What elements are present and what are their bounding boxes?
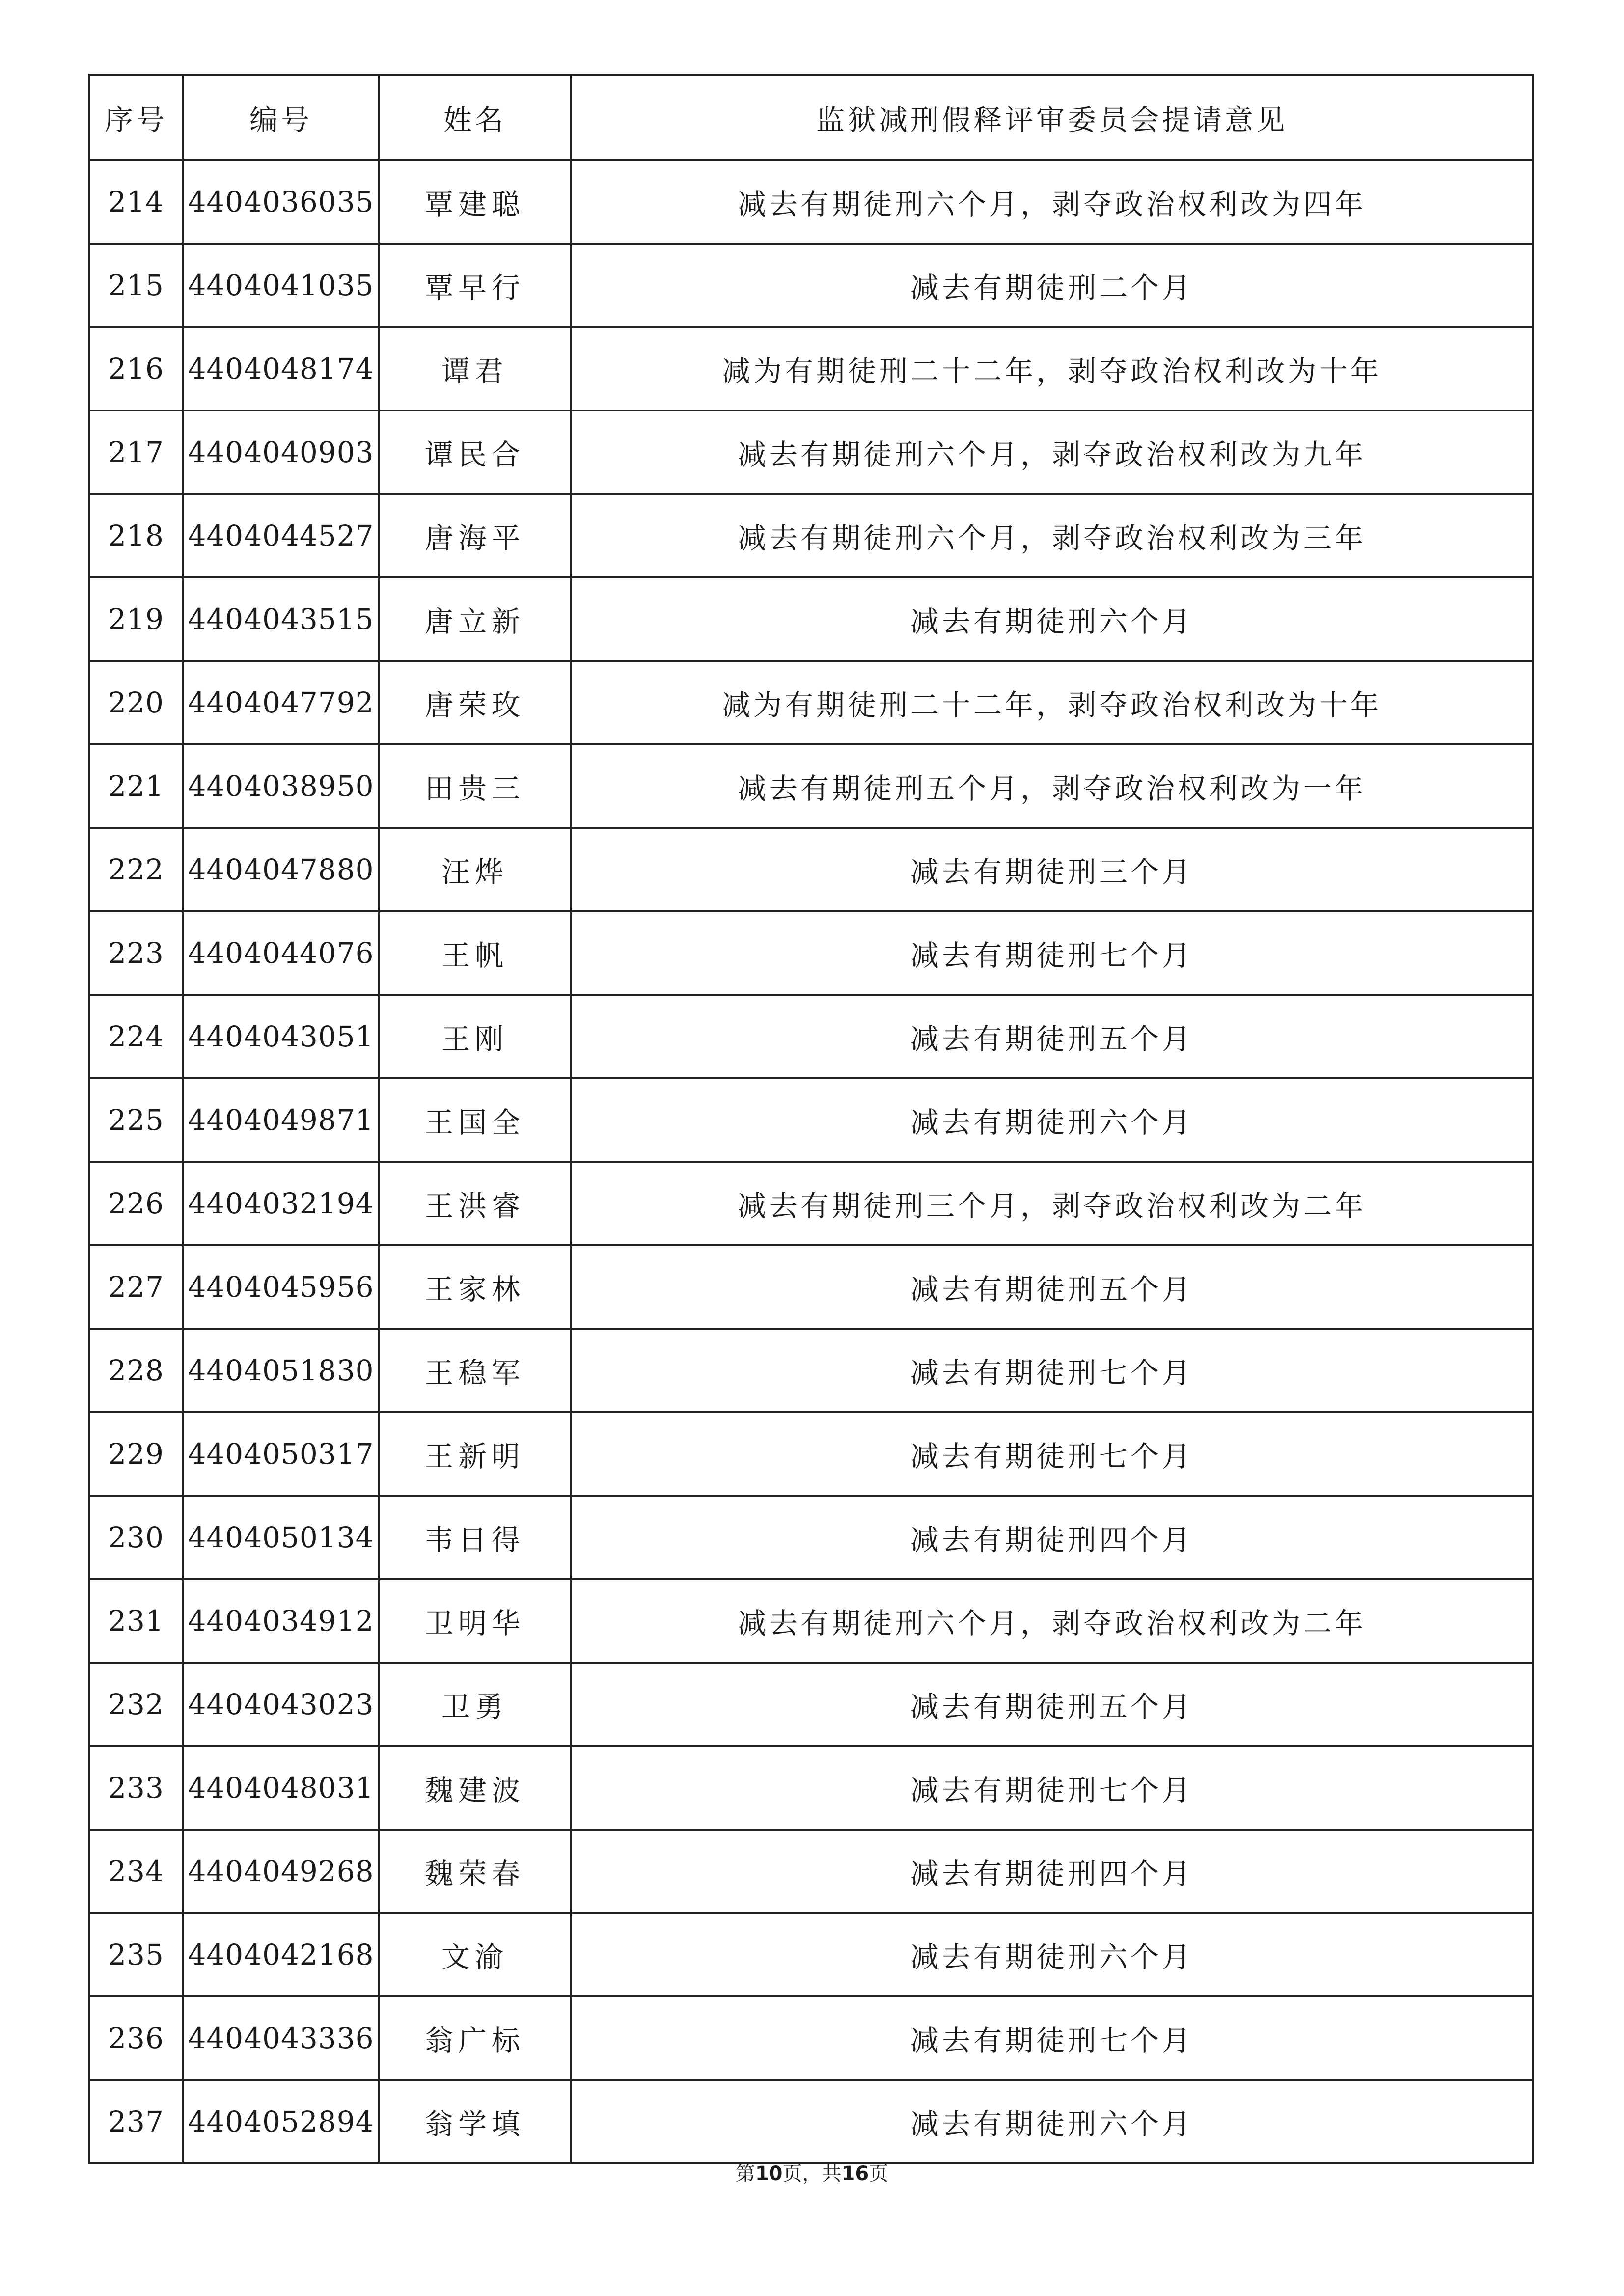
cell-id: 4404045956	[183, 1245, 379, 1329]
cell-id: 4404048031	[183, 1746, 379, 1830]
cell-opinion: 减去有期徒刑六个月	[571, 1913, 1533, 1996]
cell-seq: 228	[89, 1329, 183, 1412]
cell-id: 4404043023	[183, 1663, 379, 1746]
table-row	[89, 327, 1533, 410]
table-header	[89, 75, 1533, 160]
cell-name: 王家林	[379, 1245, 571, 1329]
cell-id: 4404050317	[183, 1412, 379, 1496]
table-row	[89, 1830, 1533, 1913]
table-row	[89, 828, 1533, 911]
cell-opinion: 减为有期徒刑二十二年，剥夺政治权利改为十年	[571, 327, 1533, 410]
cell-name: 覃建聪	[379, 160, 571, 244]
cell-name: 唐海平	[379, 494, 571, 577]
cell-opinion: 减去有期徒刑七个月	[571, 1329, 1533, 1412]
cell-id: 4404042168	[183, 1913, 379, 1996]
cell-seq: 221	[89, 744, 183, 828]
cell-seq: 218	[89, 494, 183, 577]
header-row	[89, 75, 1533, 160]
cell-opinion: 减去有期徒刑五个月	[571, 995, 1533, 1078]
cell-id: 4404049871	[183, 1078, 379, 1162]
cell-seq: 237	[89, 2080, 183, 2163]
cell-id: 4404049268	[183, 1830, 379, 1913]
cell-opinion: 减去有期徒刑三个月，剥夺政治权利改为二年	[571, 1162, 1533, 1245]
table-row	[89, 244, 1533, 327]
cell-seq: 234	[89, 1830, 183, 1913]
cell-name: 唐立新	[379, 577, 571, 661]
cell-seq: 235	[89, 1913, 183, 1996]
cell-opinion: 减去有期徒刑五个月	[571, 1245, 1533, 1329]
table-row	[89, 661, 1533, 744]
cell-name: 王国全	[379, 1078, 571, 1162]
page-footer	[0, 2158, 1624, 2186]
table-row	[89, 1913, 1533, 1996]
cell-name: 卫明华	[379, 1579, 571, 1663]
cell-seq: 232	[89, 1663, 183, 1746]
cell-seq: 225	[89, 1078, 183, 1162]
cell-seq: 227	[89, 1245, 183, 1329]
cell-name: 魏建波	[379, 1746, 571, 1830]
cell-name: 王洪睿	[379, 1162, 571, 1245]
cell-id: 4404043515	[183, 577, 379, 661]
cell-id: 4404038950	[183, 744, 379, 828]
cell-opinion: 减去有期徒刑七个月	[571, 911, 1533, 995]
cell-opinion: 减去有期徒刑三个月	[571, 828, 1533, 911]
cell-id: 4404044527	[183, 494, 379, 577]
cell-seq: 226	[89, 1162, 183, 1245]
table-row	[89, 911, 1533, 995]
cell-id: 4404052894	[183, 2080, 379, 2163]
cell-seq: 236	[89, 1996, 183, 2080]
cell-id: 4404041035	[183, 244, 379, 327]
table-body	[89, 160, 1533, 2163]
cell-id: 4404048174	[183, 327, 379, 410]
commutation-table	[88, 74, 1534, 2164]
table-row	[89, 744, 1533, 828]
cell-id: 4404032194	[183, 1162, 379, 1245]
cell-opinion: 减去有期徒刑六个月，剥夺政治权利改为九年	[571, 410, 1533, 494]
cell-opinion: 减去有期徒刑六个月	[571, 2080, 1533, 2163]
cell-name: 王新明	[379, 1412, 571, 1496]
cell-name: 谭民合	[379, 410, 571, 494]
cell-name: 谭君	[379, 327, 571, 410]
cell-seq: 230	[89, 1496, 183, 1579]
cell-seq: 215	[89, 244, 183, 327]
table-row	[89, 410, 1533, 494]
cell-id: 4404047880	[183, 828, 379, 911]
table-row	[89, 995, 1533, 1078]
cell-name: 王帆	[379, 911, 571, 995]
cell-seq: 233	[89, 1746, 183, 1830]
cell-seq: 217	[89, 410, 183, 494]
cell-name: 汪烨	[379, 828, 571, 911]
cell-id: 4404040903	[183, 410, 379, 494]
table-row	[89, 1078, 1533, 1162]
footer-total-pages: 16	[841, 2162, 869, 2185]
cell-opinion: 减去有期徒刑四个月	[571, 1496, 1533, 1579]
cell-opinion: 减为有期徒刑二十二年，剥夺政治权利改为十年	[571, 661, 1533, 744]
cell-opinion: 减去有期徒刑四个月	[571, 1830, 1533, 1913]
cell-seq: 214	[89, 160, 183, 244]
cell-name: 翁学填	[379, 2080, 571, 2163]
cell-name: 魏荣春	[379, 1830, 571, 1913]
table-row	[89, 2080, 1533, 2163]
table-row	[89, 1412, 1533, 1496]
table-row	[89, 1746, 1533, 1830]
cell-name: 唐荣玫	[379, 661, 571, 744]
header-id: 编号	[183, 75, 379, 160]
footer-page-number: 10	[755, 2162, 783, 2185]
table-row	[89, 1162, 1533, 1245]
cell-opinion: 减去有期徒刑七个月	[571, 1996, 1533, 2080]
cell-id: 4404050134	[183, 1496, 379, 1579]
cell-seq: 222	[89, 828, 183, 911]
cell-seq: 231	[89, 1579, 183, 1663]
cell-name: 文渝	[379, 1913, 571, 1996]
cell-opinion: 减去有期徒刑二个月	[571, 244, 1533, 327]
cell-opinion: 减去有期徒刑六个月，剥夺政治权利改为四年	[571, 160, 1533, 244]
cell-id: 4404043336	[183, 1996, 379, 2080]
cell-opinion: 减去有期徒刑七个月	[571, 1412, 1533, 1496]
cell-seq: 223	[89, 911, 183, 995]
header-name: 姓名	[379, 75, 571, 160]
table-row	[89, 160, 1533, 244]
cell-opinion: 减去有期徒刑七个月	[571, 1746, 1533, 1830]
cell-opinion: 减去有期徒刑六个月	[571, 577, 1533, 661]
table-row	[89, 1663, 1533, 1746]
table-row	[89, 1496, 1533, 1579]
cell-id: 4404034912	[183, 1579, 379, 1663]
footer-middle: 页，共	[782, 2162, 842, 2185]
cell-id: 4404036035	[183, 160, 379, 244]
cell-opinion: 减去有期徒刑五个月，剥夺政治权利改为一年	[571, 744, 1533, 828]
footer-suffix: 页	[869, 2162, 889, 2185]
table-row	[89, 1996, 1533, 2080]
cell-name: 田贵三	[379, 744, 571, 828]
cell-name: 覃早行	[379, 244, 571, 327]
cell-seq: 229	[89, 1412, 183, 1496]
cell-opinion: 减去有期徒刑六个月	[571, 1078, 1533, 1162]
cell-opinion: 减去有期徒刑五个月	[571, 1663, 1533, 1746]
cell-name: 卫勇	[379, 1663, 571, 1746]
table-row	[89, 1245, 1533, 1329]
table-row	[89, 577, 1533, 661]
cell-id: 4404044076	[183, 911, 379, 995]
footer-prefix: 第	[735, 2162, 755, 2185]
table-row	[89, 1329, 1533, 1412]
header-opinion: 监狱减刑假释评审委员会提请意见	[571, 75, 1533, 160]
cell-name: 韦日得	[379, 1496, 571, 1579]
cell-seq: 219	[89, 577, 183, 661]
cell-id: 4404047792	[183, 661, 379, 744]
cell-opinion: 减去有期徒刑六个月，剥夺政治权利改为三年	[571, 494, 1533, 577]
cell-name: 翁广标	[379, 1996, 571, 2080]
cell-name: 王刚	[379, 995, 571, 1078]
cell-seq: 220	[89, 661, 183, 744]
cell-seq: 216	[89, 327, 183, 410]
cell-seq: 224	[89, 995, 183, 1078]
table-row	[89, 494, 1533, 577]
cell-id: 4404043051	[183, 995, 379, 1078]
table-row	[89, 1579, 1533, 1663]
cell-id: 4404051830	[183, 1329, 379, 1412]
cell-name: 王稳军	[379, 1329, 571, 1412]
cell-opinion: 减去有期徒刑六个月，剥夺政治权利改为二年	[571, 1579, 1533, 1663]
header-seq: 序号	[89, 75, 183, 160]
